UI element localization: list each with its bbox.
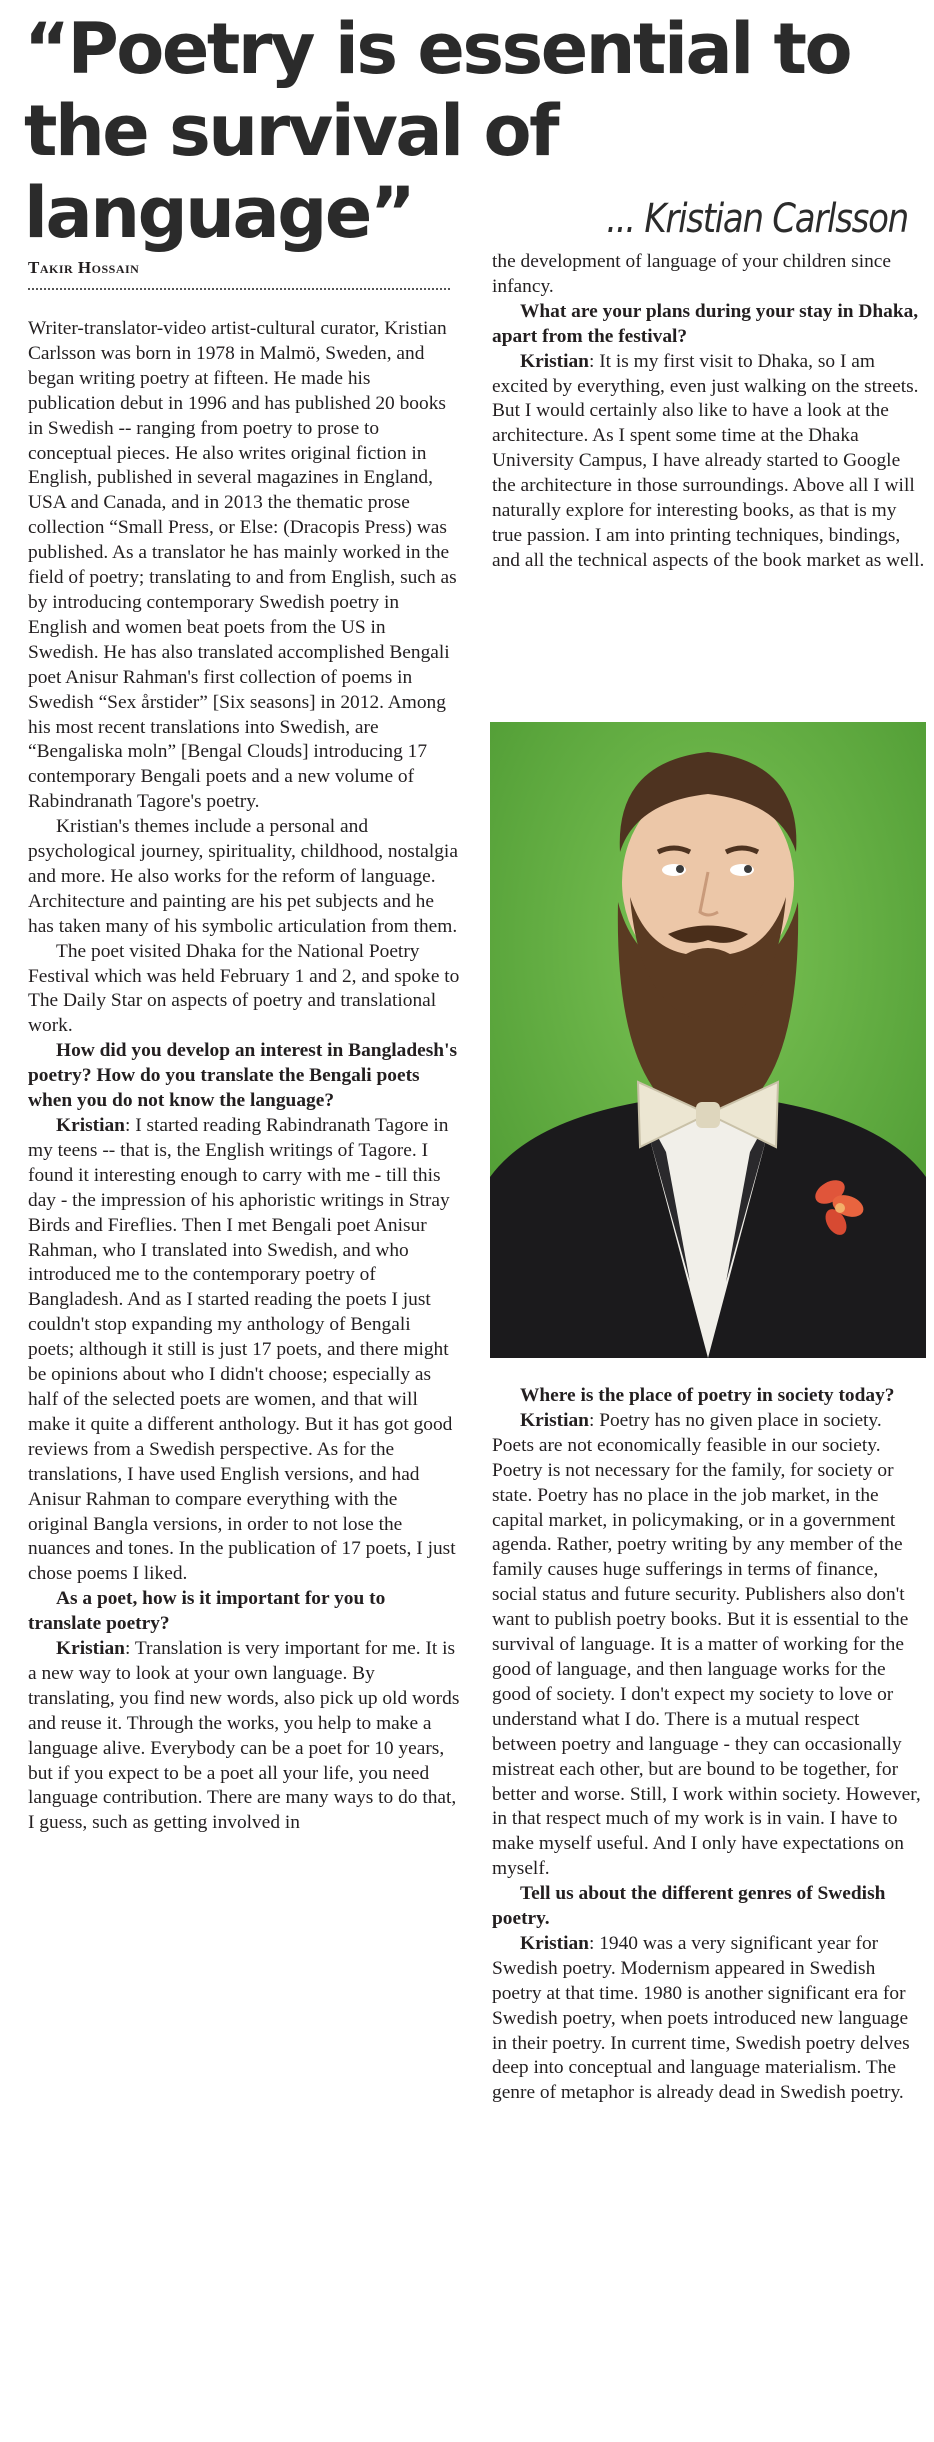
answer-text: : Poetry has no given place in society. Poets are not economically feasible in our society. Poetry is not necessary for the family, for society or state. Poetry has no place in the job market, in the capital market, in policymaking, or in a government agenda. Rather, poetry writing by any member of the family causes huge sufferings in terms of finance, social status and future security. Publishers also don't want to publish poetry books. But it is essential to the survival of language. It is a matter of working for the good of language, and then language works for the good of society. I don't expect my society to love or understand what I do. There is a mutual respect between poetry and language - they can occasionally mistreat each other, but are bound to be together, for better and worse. Still, I work within society. However, in that respect much of my work is in vain. I have to make myself useful. And I only have expectations on myself. — [492, 1409, 921, 1880]
answer-4 — [492, 1409, 926, 1882]
headline: “Poetry is essential to the survival of language” — [24, 8, 851, 254]
answer-2 — [28, 1637, 460, 1836]
speaker-name: Kristian — [520, 1409, 589, 1431]
right-column-bottom — [492, 1384, 926, 2106]
speaker-name: Kristian — [56, 1115, 125, 1136]
question-5: Tell us about the different genres of Swedish poetry. — [492, 1883, 886, 1930]
byline: Takir Hossain — [28, 258, 140, 277]
answer-1 — [28, 1114, 460, 1587]
themes-paragraph: Kristian's themes include a personal and psychological journey, spirituality, childhood, nostalgia and more. He also works for the reform of language. Architecture and painting are his pet subjects and he has taken many of his symbolic articulation from them. — [28, 816, 458, 937]
question-2: As a poet, how is it important for you to translate poetry? — [28, 1588, 386, 1635]
answer-text: : I started reading Rabindranath Tagore in my teens -- that is, the English writings of Tagore. I found it interesting enough to carry with me - till this day - the impression of his aphoristic writings in Stray Birds and Fireflies. Then I met Bengali poet Anisur Rahman, who I translated into Swedish, and who introduced me to the contemporary poetry of Bangladesh. And as I started reading the poets I just couldn't stop expanding my anthology of Bengali poets; although it still is just 17 poets, and there might be opinions about who I didn't choose; especially as half of the selected poets are women, and that will make it quite a different anthology. But it has got good reviews from a Swedish perspective. As for the translations, I have used English versions, and had Anisur Rahman to compare everything with the original Bangla versions, in order to not lose the nuances and tones. In the publication of 17 poets, I just chose poems I liked. — [28, 1115, 456, 1585]
answer-text: : It is my first visit to Dhaka, so I am excited by everything, even just walking on the streets. But I would certainly also like to have a look at the architecture. As I spent some time at the Dhaka University Campus, I have already started to Google the architecture in those surroundings. Above all I will naturally explore for interesting books, as that is my true passion. I am into printing techniques, bindings, and all the technical aspects of the book market as well. — [492, 350, 925, 571]
continued-paragraph: the development of language of your children since infancy. — [492, 251, 891, 297]
intro-paragraph: Writer-translator-video artist-cultural curator, Kristian Carlsson was born in 1978 in Malmö, Sweden, and began writing poetry at fifteen. He made his publication debut in 1996 and has published 20 books in Swedish -- ranging from poetry to prose to conceptual pieces. He also writes original fiction in English, published in several magazines in England, USA and Canada, and in 2013 the thematic prose collection “Small Press, or Else: (Dracopis Press) was published. As a translator he has mainly worked in the field of poetry; translating to and from English, such as by introducing contemporary Swedish poetry in English and women beat poets from the US in Swedish. He has also translated accomplished Bengali poet Anisur Rahman's first collection of poems in Swedish “Sex årstider” [Six seasons] in 2012. Among his most recent translations into Swedish, are “Bengaliska moln” [Bengal Clouds] introducing 17 contemporary Bengali poets and a new volume of Rabindranath Tagore's poetry. — [28, 318, 457, 813]
right-column-top — [492, 250, 926, 574]
answer-5 — [492, 1932, 926, 2106]
speaker-name: Kristian — [520, 1932, 589, 1954]
visit-paragraph: The poet visited Dhaka for the National Poetry Festival which was held February 1 and 2, and spoke to The Daily Star on aspects of poetry and translational work. — [28, 940, 460, 1037]
speaker-name: Kristian — [520, 350, 589, 372]
speaker-name: Kristian — [56, 1638, 125, 1660]
portrait-photo — [490, 722, 926, 1358]
answer-3 — [492, 350, 926, 574]
left-column — [28, 317, 460, 1836]
answer-text: : 1940 was a very significant year for Swedish poetry. Modernism appeared in Swedish poetry at that time. 1980 is another significant era for Swedish poetry, when poets introduced new language in their poetry. In current time, Swedish poetry delves deep into conceptual and language materialism. The genre of metaphor is already dead in Swedish poetry. — [492, 1932, 910, 2104]
question-1: How did you develop an interest in Bangladesh's poetry? How do you translate the Bengali poets when you do not know the language? — [28, 1040, 458, 1112]
attribution: ... Kristian Carlsson — [606, 196, 908, 242]
question-3: What are your plans during your stay in Dhaka, apart from the festival? — [492, 300, 919, 347]
answer-text: : Translation is very important for me. It is a new way to look at your own language. By translating, you find new words, also pick up old words and reuse it. Through the works, you help to make a language alive. Everybody can be a poet for 10 years, but if you expect to be a poet all your life, you need language contribution. There are many ways to do that, I guess, such as getting involved in — [28, 1638, 460, 1834]
byline-divider — [28, 288, 450, 290]
question-4: Where is the place of poetry in society today? — [520, 1385, 895, 1406]
